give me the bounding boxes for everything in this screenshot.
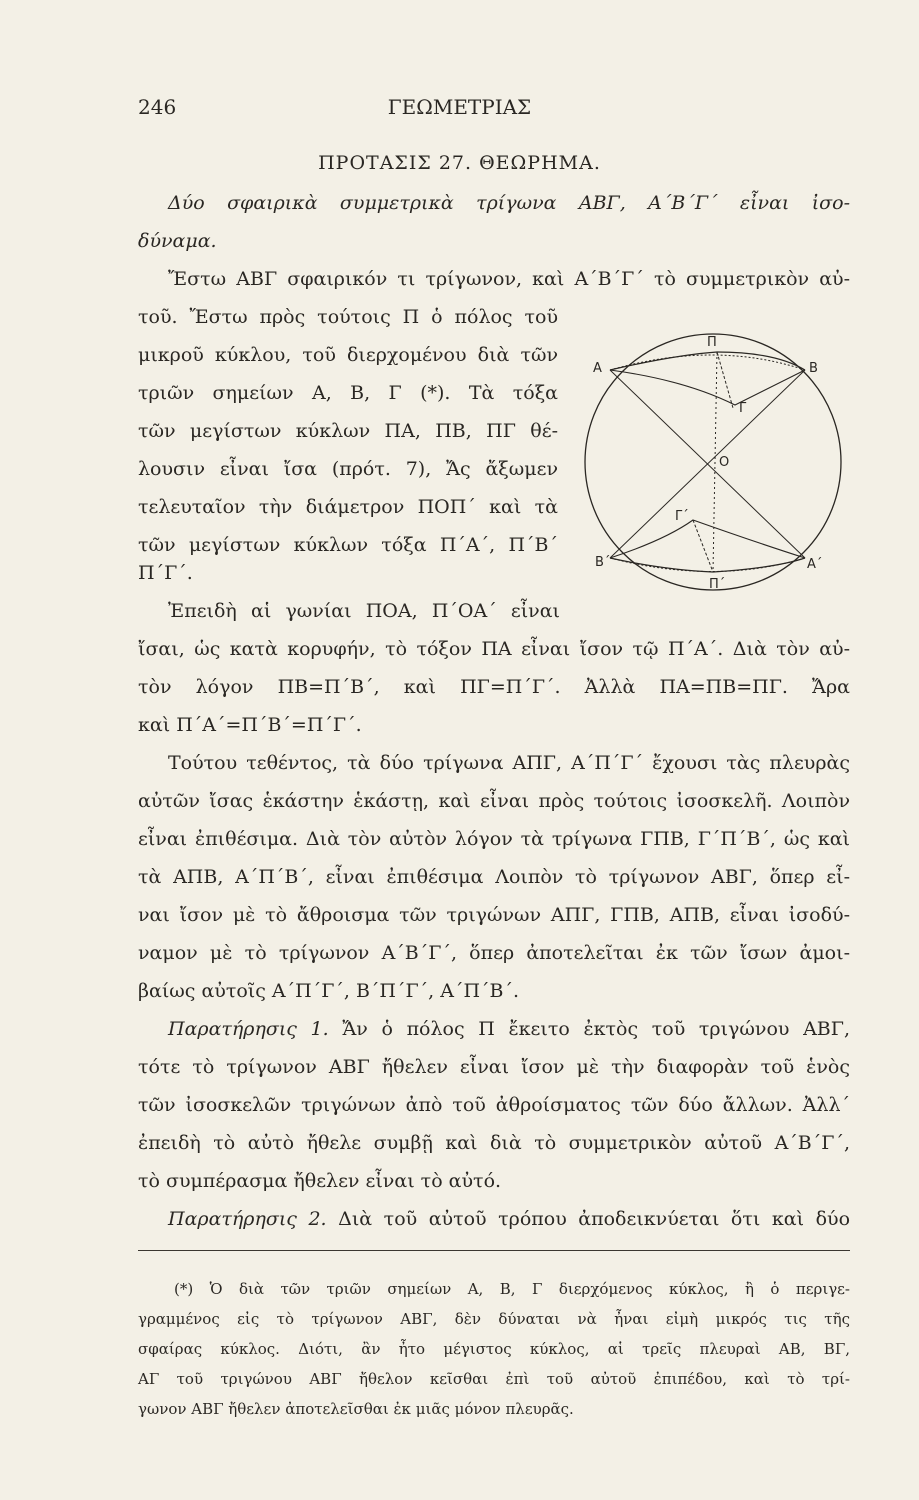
- proposition-title: ΠΡΟΤΑΣΙΣ 27. ΘΕΩΡΗΜΑ.: [318, 152, 601, 174]
- body-line: βαίως αὐτοῖς Α΄Π΄Γ΄, Β΄Π΄Γ΄, Α΄Π΄Β΄.: [138, 980, 520, 1002]
- remark-1-line: ἐπειδὴ τὸ αὐτὸ ἤθελε συμβῇ καὶ διὰ τὸ συμμετρικὸν αὐτοῦ Α΄Β΄Γ΄,: [138, 1132, 850, 1154]
- body-line: τὰ ΑΠΒ, Α΄Π΄Β΄, εἶναι ἐπιθέσιμα Λοιπὸν τὸ τρίγωνον ΑΒΓ, ὅπερ εἶ-: [138, 866, 850, 888]
- remark-1-label: Παρατήρησις 1.: [168, 1018, 329, 1040]
- remark-1-line: τότε τὸ τρίγωνον ΑΒΓ ἤθελεν εἶναι ἴσον μὲ τὴν διαφορὰν τοῦ ἑνὸς: [138, 1056, 850, 1078]
- arc-ACB: [610, 370, 805, 405]
- label-B2: B΄: [595, 555, 611, 570]
- body-line: Π΄Γ΄.: [138, 562, 193, 584]
- footnote-divider: [138, 1250, 850, 1251]
- diameter-PP2: [713, 352, 717, 572]
- remark-1-opening: [138, 1016, 850, 1042]
- body-line: Ἐπειδὴ αἱ γωνίαι ΠΟΑ, Π΄ΟΑ΄ εἶναι: [168, 600, 560, 622]
- body-line: τελευταῖον τὴν διάμετρον ΠΟΠ΄ καὶ τὰ: [138, 496, 558, 518]
- body-line: Τούτου τεθέντος, τὰ δύο τρίγωνα ΑΠΓ, Α΄Π΄Γ΄ ἔχουσι τὰς πλευρὰς: [168, 752, 850, 774]
- body-line: τριῶν σημείων Α, Β, Γ (*). Τὰ τόξα: [138, 382, 558, 404]
- label-P2: Π΄: [709, 577, 726, 592]
- label-O: O: [719, 455, 730, 470]
- remark-2-label: Παρατήρησις 2.: [168, 1208, 327, 1230]
- label-A: A: [593, 361, 602, 376]
- body-line: ναμον μὲ τὸ τρίγωνον Α΄Β΄Γ΄, ὅπερ ἀποτελεῖται ἐκ τῶν ἴσων ἀμοι-: [138, 942, 850, 964]
- body-line: τὸν λόγον ΠΒ=Π΄Β΄, καὶ ΠΓ=Π΄Γ΄. Ἀλλὰ ΠΑ=ΠΒ=ΠΓ. Ἄρα: [138, 676, 850, 698]
- remark-1-line: τὸ συμπέρασμα ἤθελεν εἶναι τὸ αὐτό.: [138, 1170, 502, 1192]
- body-line: αὐτῶν ἴσας ἑκάστην ἑκάστῃ, καὶ εἶναι πρὸς τούτοις ἰσοσκελῆ. Λοιπὸν: [138, 790, 850, 812]
- arc-C2P2: [693, 520, 713, 572]
- arc-B2C2A2: [610, 520, 805, 558]
- arc-PC: [717, 352, 733, 408]
- body-line: τῶν μεγίστων κύκλων τόξα Π΄Α΄, Π΄Β΄: [138, 534, 558, 556]
- label-G: Γ: [739, 401, 747, 416]
- body-line: ναι ἴσον μὲ τὸ ἄθροισμα τῶν τριγώνων ΑΠΓ, ΓΠΒ, ΑΠΒ, εἶναι ἰσοδύ-: [138, 904, 850, 926]
- footnote-line: γραμμένος εἰς τὸ τρίγωνον ΑΒΓ, δὲν δύναται νὰ ἦναι εἰμὴ μικρός τις τῆς: [138, 1310, 850, 1328]
- body-line: καὶ Π΄Α΄=Π΄Β΄=Π΄Γ΄.: [138, 714, 362, 736]
- remark-2-opening: [138, 1206, 850, 1232]
- remark-1-line: τῶν ἰσοσκελῶν τριγώνων ἀπὸ τοῦ ἀθροίσματος τῶν δύο ἄλλων. Ἀλλ΄: [138, 1094, 850, 1116]
- statement-line: δύναμα.: [138, 230, 217, 252]
- body-line: εἶναι ἐπιθέσιμα. Διὰ τὸν αὐτὸν λόγον τὰ τρίγωνα ΓΠΒ, Γ΄Π΄Β΄, ὡς καὶ: [138, 828, 850, 850]
- page-number: 246: [138, 95, 177, 119]
- body-line: ἴσαι, ὡς κατὰ κορυφήν, τὸ τόξον ΠΑ εἶναι ἴσον τῷ Π΄Α΄. Διὰ τὸν αὐ-: [138, 638, 850, 660]
- sphere-diagram: [575, 330, 855, 592]
- label-B: B: [809, 361, 818, 376]
- footnote-line: ΑΓ τοῦ τριγώνου ΑΒΓ ἤθελον κεῖσθαι ἐπὶ τοῦ αὐτοῦ ἐπιπέδου, καὶ τὸ τρί-: [138, 1370, 850, 1388]
- footnote-line: σφαίρας κύκλος. Διότι, ἂν ἦτο μέγιστος κύκλος, αἱ τρεῖς πλευραὶ ΑΒ, ΒΓ,: [138, 1340, 850, 1358]
- body-line: τοῦ. Ἔστω πρὸς τούτοις Π ὁ πόλος τοῦ: [138, 306, 558, 328]
- arc-P2B2: [610, 558, 713, 572]
- label-P: Π: [707, 335, 717, 350]
- label-A2: A΄: [807, 557, 823, 572]
- arc-P2A2: [713, 558, 805, 572]
- body-line: τῶν μεγίστων κύκλων ΠΑ, ΠΒ, ΠΓ θέ-: [138, 420, 558, 442]
- running-title: ΓΕΩΜΕΤΡΙΑΣ: [387, 95, 532, 119]
- footnote-line: γωνον ΑΒΓ ἤθελεν ἀποτελεῖσθαι ἐκ μιᾶς μόνον πλευρᾶς.: [138, 1400, 574, 1418]
- footnote-line: (*) Ὁ διὰ τῶν τριῶν σημείων Α, Β, Γ διερχόμενος κύκλος, ἢ ὁ περιγε-: [174, 1280, 850, 1298]
- label-G2: Γ΄: [675, 509, 689, 524]
- body-line: λουσιν εἶναι ἴσα (πρότ. 7), Ἄς ἄξωμεν: [138, 458, 558, 480]
- remark-2-text: Διὰ τοῦ αὐτοῦ τρόπου ἀποδεικνύεται ὅτι καὶ δύο: [338, 1208, 851, 1230]
- statement-line: Δύο σφαιρικὰ συμμετρικὰ τρίγωνα ΑΒΓ, Α΄Β΄Γ΄ εἶναι ἰσο-: [168, 192, 850, 214]
- body-line: Ἔστω ΑΒΓ σφαιρικόν τι τρίγωνον, καὶ Α΄Β΄Γ΄ τὸ συμμετρικὸν αὐ-: [168, 268, 850, 290]
- body-line: μικροῦ κύκλου, τοῦ διερχομένου διὰ τῶν: [138, 344, 558, 366]
- remark-1-text: Ἄν ὁ πόλος Π ἔκειτο ἐκτὸς τοῦ τριγώνου ΑΒΓ,: [342, 1018, 850, 1040]
